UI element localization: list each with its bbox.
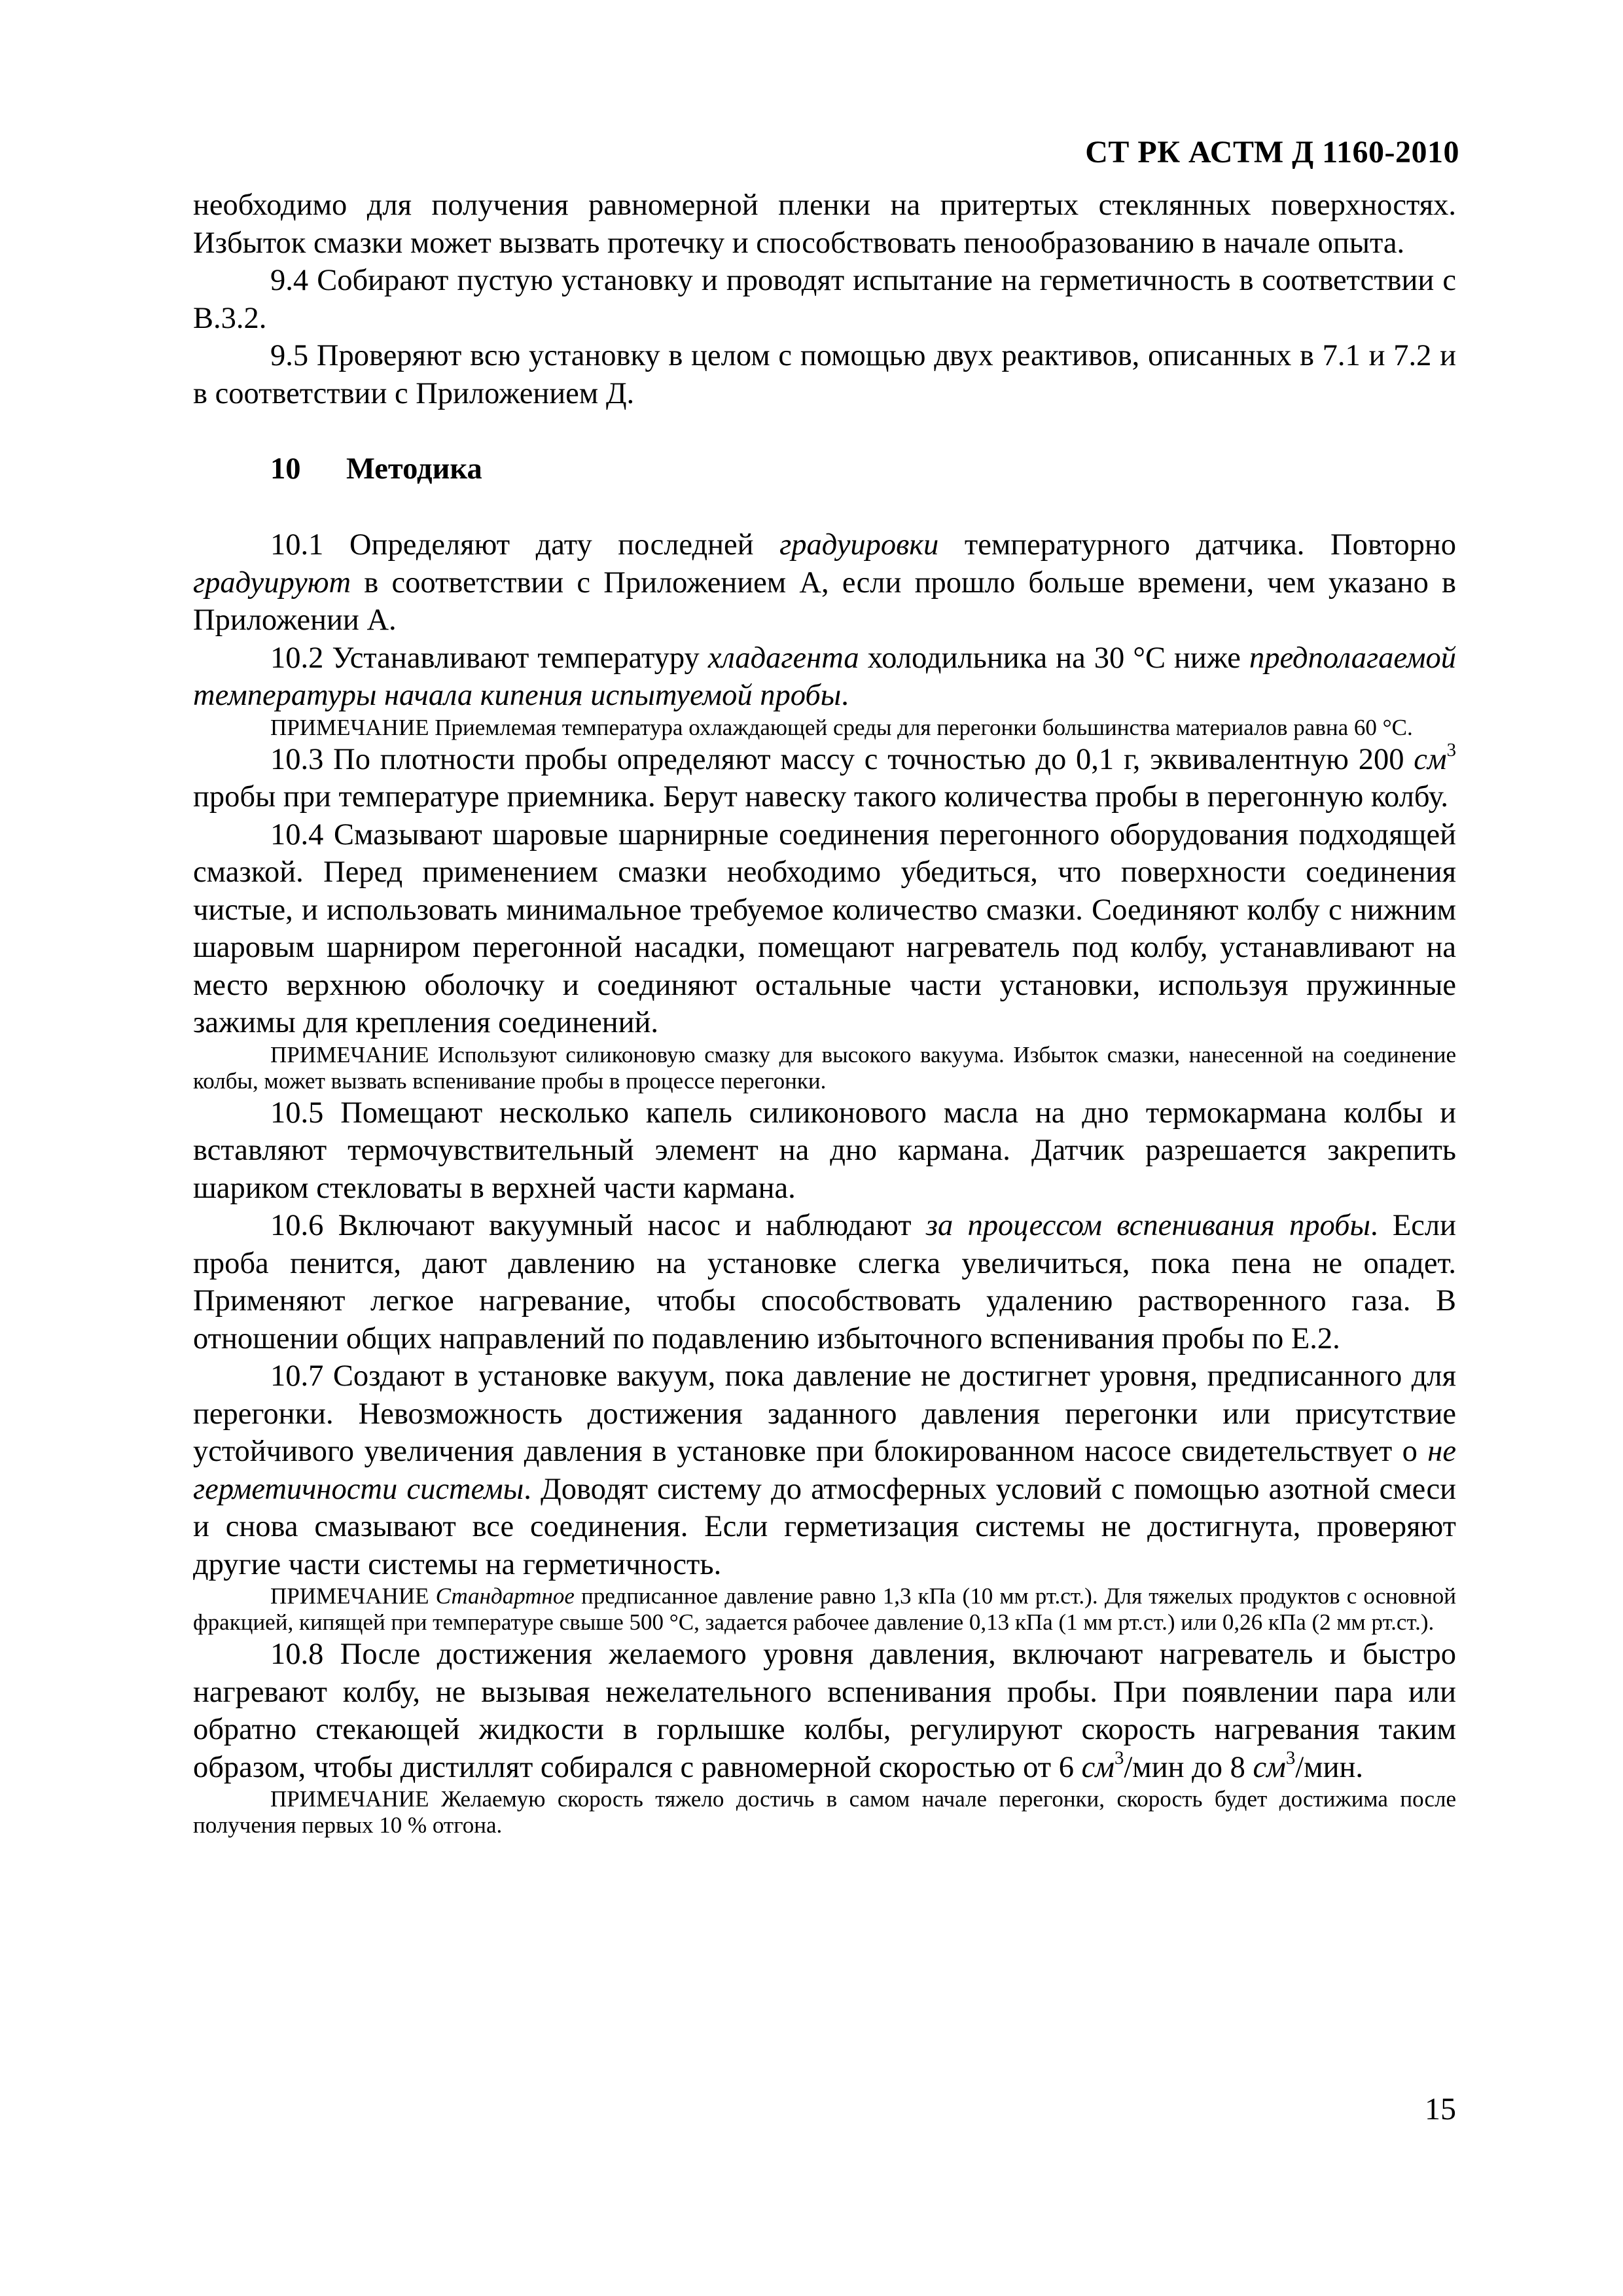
document-code-header: СТ РК АСТМ Д 1160-2010 <box>1085 135 1459 170</box>
section-number: 10 <box>270 452 301 486</box>
document-body <box>193 187 1456 1839</box>
paragraph-10-3: 10.3 По плотности пробы определяют массу с точностью до 0,1 г, эквивалентную 200 $см^3$ пробы при температуре приемника. Берут навеску такого количества пробы в перегонную колбу. <box>193 739 1456 814</box>
paragraph-9-5: 9.5 Проверяют всю установку в целом с помощью двух реактивов, описанных в 7.1 и 7.2 и в соответствии с Приложением Д. <box>193 339 1456 410</box>
section-name: Методика <box>346 452 482 486</box>
section-title <box>193 450 1456 488</box>
paragraph-10-6: 10.6 Включают вакуумный насос и наблюдают за процессом вспенивания пробы. Если проба пенится, дают давлению на установке слегка увеличиться, пока пена не опадет. Применяют легкое нагревание, чтобы способствовать удалению растворенного газа. В отношении общих направлений по подавлению избыточного вспенивания пробы по Е.2. <box>193 1209 1456 1355</box>
paragraph-10-2: 10.2 Устанавливают температуру хладагента холодильника на 30 °С ниже предполагаемой температуры начала кипения испытуемой пробы. <box>193 641 1457 712</box>
paragraph-10-5: 10.5 Помещают несколько капель силиконового масла на дно термокармана колбы и вставляют термочувствительный элемент на дно кармана. Датчик разрешается закрепить шариком стекловаты в верхней части кармана. <box>193 1096 1456 1205</box>
paragraph-10-1: 10.1 Определяют дату последней градуировки температурного датчика. Повторно градуируют в соответствии с Приложением А, если прошло больше времени, чем указано в Приложении А. <box>193 528 1456 637</box>
paragraph-9-4: 9.4 Собирают пустую установку и проводят испытание на герметичность в соответствии с В.3.2. <box>193 264 1456 335</box>
note-coolant-temperature: ПРИМЕЧАНИЕ Приемлемая температура охлаждающей среды для перегонки большинства материалов равна 60 °С. <box>270 714 1413 740</box>
note-distillation-rate: ПРИМЕЧАНИЕ Желаемую скорость тяжело достичь в самом начале перегонки, скорость будет достижима после получения первых 10 % отгона. <box>193 1786 1456 1838</box>
paragraph-10-7: 10.7 Создают в установке вакуум, пока давление не достигнет уровня, предписанного для перегонки. Невозможность достижения заданного давления перегонки или присутствие устойчивого увеличения давления в установке при блокированном насосе свидетельствует о не герметичности системы. Доводят систему до атмосферных условий с помощью азотной смеси и снова смазывают все соединения. Если герметизация системы не достигнута, проверяют другие части системы на герметичность. <box>193 1359 1456 1581</box>
note-standard-pressure: ПРИМЕЧАНИЕ Стандартное предписанное давление равно 1,3 кПа (10 мм рт.ст.). Для тяжелых продуктов с основной фракцией, кипящей при температуре свыше 500 °С, задается рабочее давление 0,13 кПа (1 мм рт.ст.) или 0,26 кПа (2 мм рт.ст.). <box>193 1583 1456 1635</box>
paragraph-10-8: 10.8 После достижения желаемого уровня давления, включают нагреватель и быстро нагревают колбу, не вызывая нежелательного вспенивания пробы. При появлении пара или обратно стекающей жидкости в горлышке колбы, регулируют скорость нагревания таким образом, чтобы дистиллят собирался с равномерной скоростью от 6 $см^3$/мин до 8 $см^3$/мин. <box>193 1638 1456 1784</box>
paragraph-continuation: необходимо для получения равномерной пленки на притертых стеклянных поверхностях. Избыток смазки может вызвать протечку и способствовать пенообразованию в начале опыта. <box>193 188 1456 260</box>
paragraph-10-4: 10.4 Смазывают шаровые шарнирные соединения перегонного оборудования подходящей смазкой. Перед применением смазки необходимо убедиться, что поверхности соединения чистые, и использовать минимальное требуемое количество смазки. Соединяют колбу с нижним шаровым шарниром перегонной насадки, помещают нагреватель под колбу, устанавливают на место верхнюю оболочку и соединяют остальные части установки, используя пружинные зажимы для крепления соединений. <box>193 817 1456 1039</box>
page-number: 15 <box>1425 2092 1456 2126</box>
note-silicone-grease: ПРИМЕЧАНИЕ Используют силиконовую смазку для высокого вакуума. Избыток смазки, нанесенной на соединение колбы, может вызвать вспенивание пробы в процессе перегонки. <box>193 1041 1456 1094</box>
